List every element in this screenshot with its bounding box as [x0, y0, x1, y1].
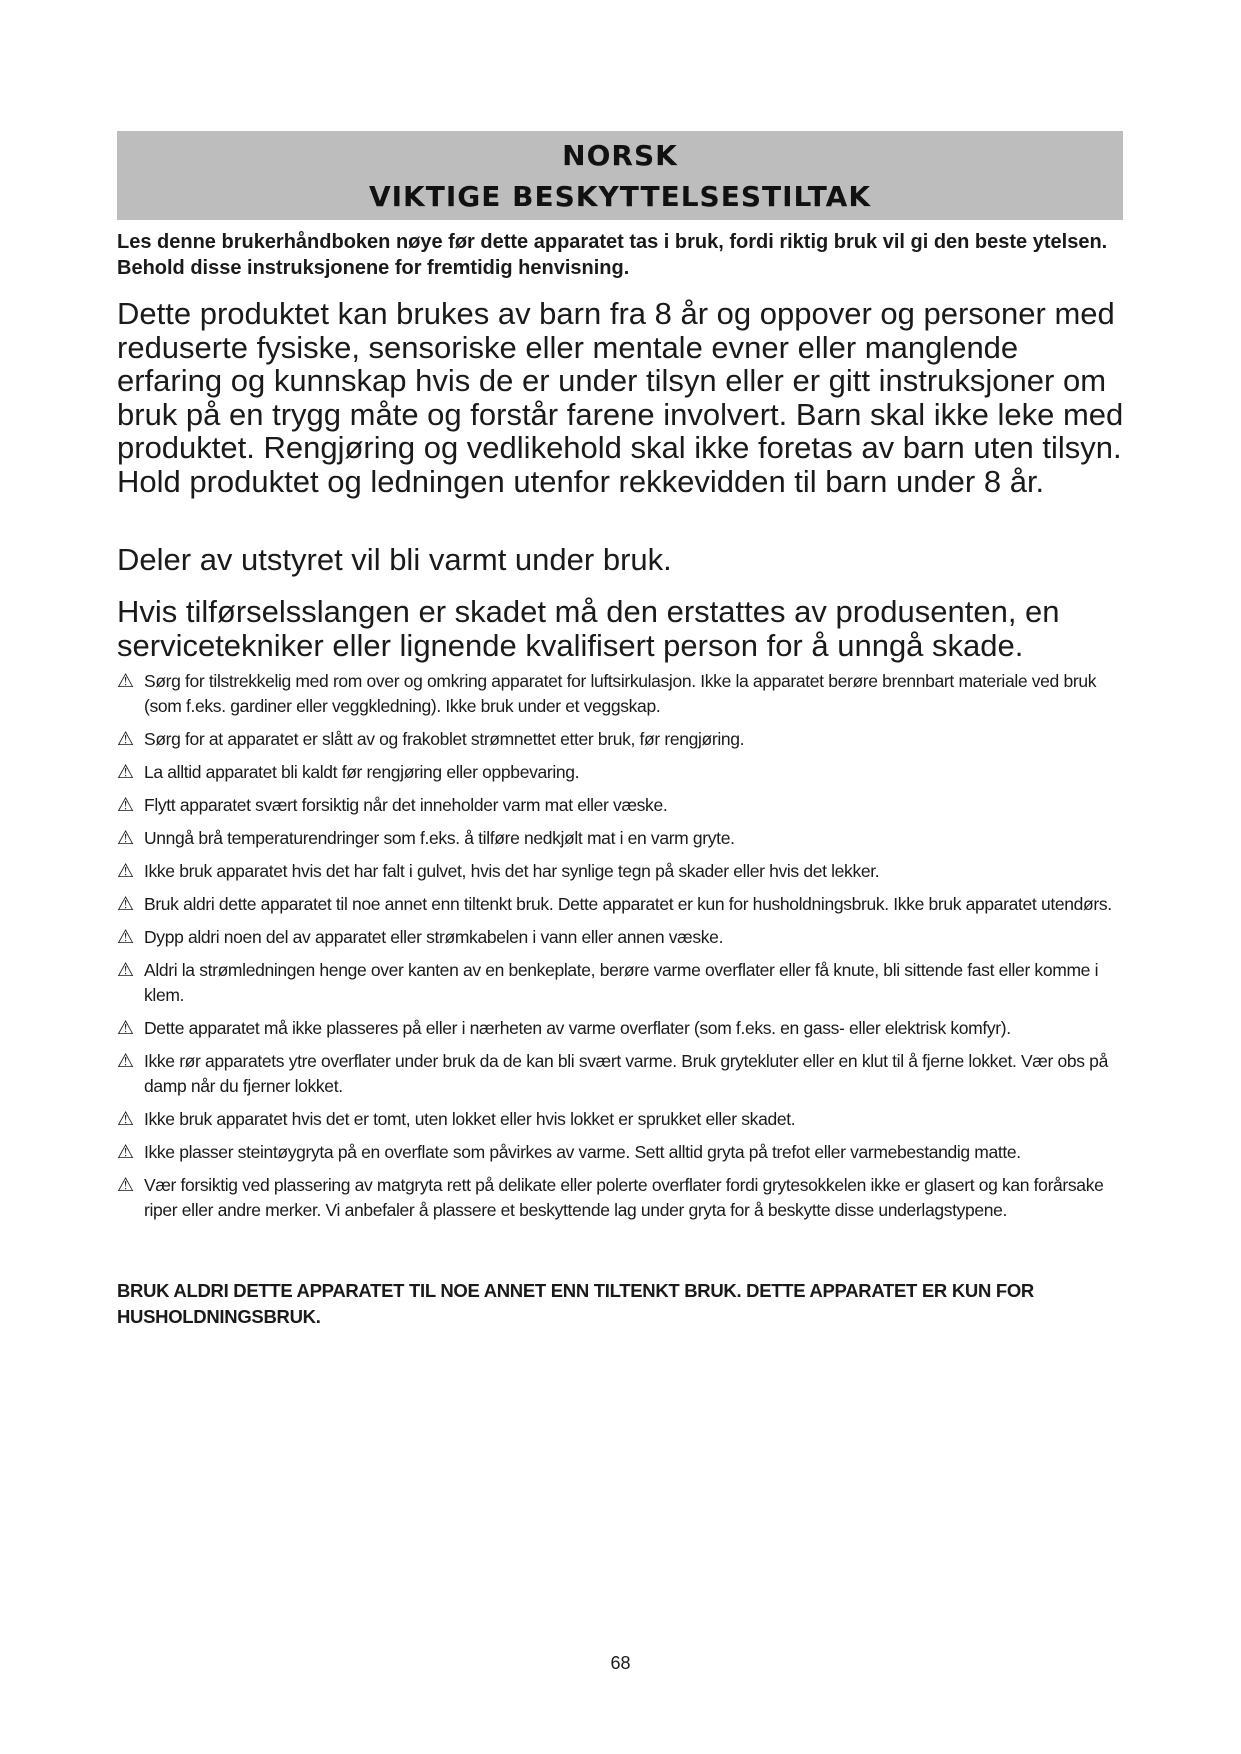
warning-triangle-icon: ⚠ [117, 1141, 134, 1163]
warning-item [117, 1173, 1137, 1223]
warning-item [117, 727, 1137, 752]
warning-text: Flytt apparatet svært forsiktig når det inneholder varm mat eller væske. [144, 795, 668, 815]
warning-item [117, 925, 1137, 950]
warning-text: Ikke rør apparatets ytre overflater under bruk da de kan bli svært varme. Bruk grytekluter eller en klut til å fjerne lokket. Vær obs på damp når du fjerner lokket. [144, 1051, 1108, 1096]
warning-item [117, 826, 1137, 851]
warning-item [117, 1140, 1137, 1165]
intro-paragraph: Les denne brukerhåndboken nøye før dette apparatet tas i bruk, fordi riktig bruk vil gi den beste ytelsen. Behold disse instruksjonene for fremtidig henvisning. [117, 231, 1108, 279]
warning-text: Dypp aldri noen del av apparatet eller strømkabelen i vann eller annen væske. [144, 927, 724, 947]
warning-text: Ikke bruk apparatet hvis det er tomt, uten lokket eller hvis lokket er sprukket eller skadet. [144, 1109, 796, 1129]
warning-text: Ikke plasser steintøygryta på en overflate som påvirkes av varme. Sett alltid gryta på trefot eller varmebestandig matte. [144, 1142, 1021, 1162]
warning-item [117, 859, 1137, 884]
warning-triangle-icon: ⚠ [117, 827, 134, 849]
warning-item [117, 958, 1137, 1008]
warning-triangle-icon: ⚠ [117, 926, 134, 948]
warning-item [117, 1049, 1137, 1099]
warning-item [117, 892, 1137, 917]
warning-triangle-icon: ⚠ [117, 1108, 134, 1130]
warning-text: Sørg for at apparatet er slått av og frakoblet strømnettet etter bruk, før rengjøring. [144, 729, 745, 749]
page-number: 68 [610, 1653, 631, 1673]
warning-list [117, 669, 1137, 1231]
warning-triangle-icon: ⚠ [117, 1017, 134, 1039]
warning-item [117, 1107, 1137, 1132]
large-paragraph-children: Dette produktet kan brukes av barn fra 8 år og oppover og personer med reduserte fysiske, sensoriske eller mentale evner eller manglende erfaring og kunnskap hvis de er under tilsyn eller er gitt instruksjoner om bruk på en trygg måte og forstår farene involvert. Barn skal ikke leke med produktet. Rengjøring og vedlikehold skal ikke foretas av barn uten tilsyn. Hold produktet og ledningen utenfor rekkevidden til barn under 8 år. [117, 296, 1124, 499]
warning-triangle-icon: ⚠ [117, 1174, 134, 1196]
warning-item [117, 760, 1137, 785]
warning-text: Ikke bruk apparatet hvis det har falt i gulvet, hvis det har synlige tegn på skader eller hvis det lekker. [144, 861, 880, 881]
large-paragraph-hot-parts: Deler av utstyret vil bli varmt under bruk. [117, 542, 672, 577]
warning-triangle-icon: ⚠ [117, 860, 134, 882]
warning-triangle-icon: ⚠ [117, 728, 134, 750]
warning-text: Bruk aldri dette apparatet til noe annet enn tiltenkt bruk. Dette apparatet er kun for husholdningsbruk. Ikke bruk apparatet utendørs. [144, 894, 1112, 914]
warning-triangle-icon: ⚠ [117, 670, 134, 692]
warning-text: Sørg for tilstrekkelig med rom over og omkring apparatet for luftsirkulasjon. Ikke la apparatet berøre brennbart materiale ved bruk (som f.eks. gardiner eller veggkledning). Ikke bruk under et veggskap. [144, 671, 1097, 716]
language-heading: NORSK [562, 139, 678, 172]
warning-triangle-icon: ⚠ [117, 761, 134, 783]
warning-text: Dette apparatet må ikke plasseres på eller i nærheten av varme overflater (som f.eks. en gass- eller elektrisk komfyr). [144, 1018, 1011, 1038]
page-title: VIKTIGE BESKYTTELSESTILTAK [368, 180, 872, 213]
warning-text: Unngå brå temperaturendringer som f.eks. å tilføre nedkjølt mat i en varm gryte. [144, 828, 735, 848]
warning-text: Aldri la strømledningen henge over kanten av en benkeplate, berøre varme overflater eller få knute, bli sittende fast eller komme i klem. [144, 960, 1099, 1005]
footer-warning: BRUK ALDRI DETTE APPARATET TIL NOE ANNET ENN TILTENKT BRUK. DETTE APPARATET ER KUN FOR HUSHOLDNINGSBRUK. [117, 1280, 1034, 1327]
warning-triangle-icon: ⚠ [117, 959, 134, 981]
warning-text: Vær forsiktig ved plassering av matgryta rett på delikate eller polerte overflater fordi grytesokkelen ikke er glasert og kan forårsake riper eller andre merker. Vi anbefaler å plassere et beskyttende lag under gryta for å beskytte disse underlagstypene. [144, 1175, 1104, 1220]
warning-triangle-icon: ⚠ [117, 893, 134, 915]
warning-item [117, 669, 1137, 719]
warning-triangle-icon: ⚠ [117, 1050, 134, 1072]
warning-item [117, 793, 1137, 818]
warning-text: La alltid apparatet bli kaldt før rengjøring eller oppbevaring. [144, 762, 580, 782]
large-paragraph-supply-hose: Hvis tilførselsslangen er skadet må den erstattes av produsenten, en servicetekniker eller lignende kvalifisert person for å unngå skade. [117, 594, 1060, 663]
section-header [117, 131, 1123, 220]
warning-triangle-icon: ⚠ [117, 794, 134, 816]
warning-item [117, 1016, 1137, 1041]
